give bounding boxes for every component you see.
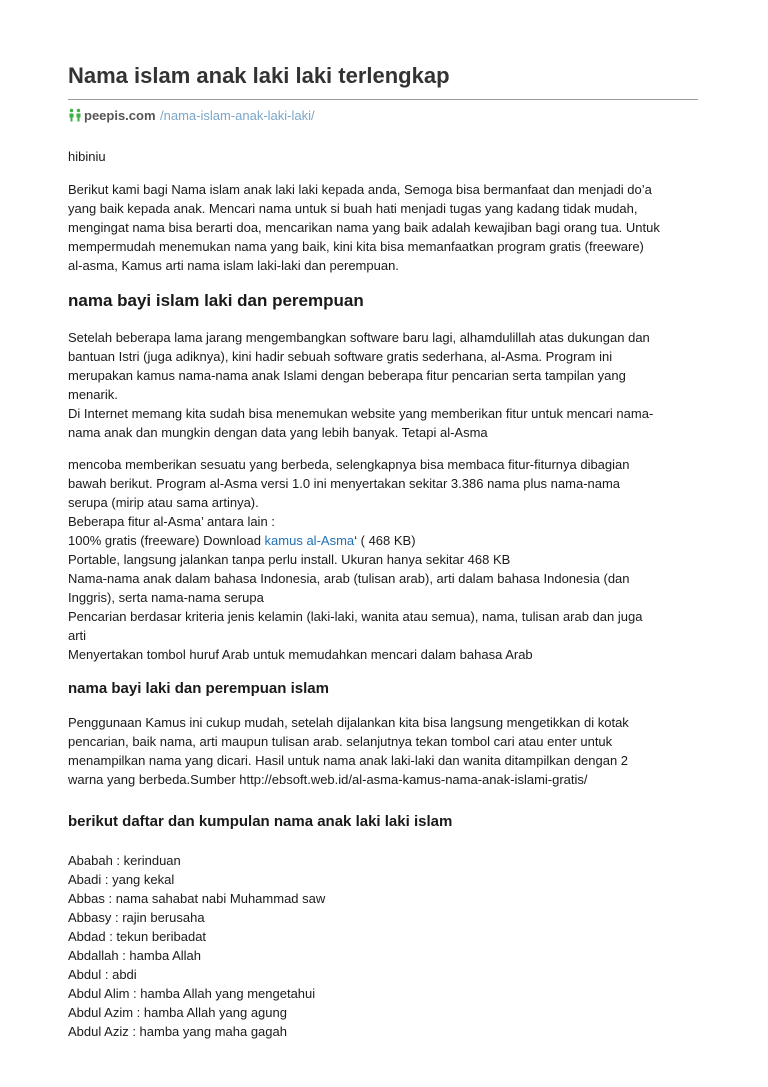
text-line: Menyertakan tombol huruf Arab untuk memudahkan mencari dalam bahasa Arab (68, 647, 533, 662)
names-list (68, 851, 700, 1041)
text-line: warna yang berbeda.Sumber http://ebsoft.web.id/al-asma-kamus-nama-anak-islami-gratis/ (68, 772, 588, 787)
text-line: mencoba memberikan sesuatu yang berbeda, selengkapnya bisa membaca fitur-fiturnya dibagian (68, 457, 630, 472)
intro-paragraph (68, 180, 700, 275)
text-line: Portable, langsung jalankan tanpa perlu install. Ukuran hanya sekitar 468 KB (68, 552, 511, 567)
list-item: Abdul Alim : hamba Allah yang mengetahui (68, 986, 316, 1001)
list-item: Abadi : yang kekal (68, 872, 175, 887)
text-line: pencarian, baik nama, arti maupun tulisan arab. selanjutnya tekan tombol cari atau enter untuk (68, 734, 613, 749)
section1-paragraph-2 (68, 455, 700, 664)
text-line: merupakan kamus nama-nama anak Islami dengan beberapa fitur pencarian serta tampilan yang (68, 368, 626, 383)
list-item: Abdallah : hamba Allah (68, 948, 201, 963)
list-item: Ababah : kerinduan (68, 853, 181, 868)
source-domain-link[interactable]: peepis.com (84, 108, 156, 123)
list-item: Abdul Aziz : hamba yang maha gagah (68, 1024, 287, 1039)
text-line: bawah berikut. Program al-Asma versi 1.0 ini menyertakan sekitar 3.386 nama plus nama-nama (68, 476, 621, 491)
text-line: menarik. (68, 387, 118, 402)
page-title: Nama islam anak laki laki terlengkap (68, 63, 450, 88)
title-divider (68, 99, 698, 100)
text-line: bantuan Istri (juga adiknya), kini hadir sebuah software gratis sederhana, al-Asma. Program ini (68, 349, 613, 364)
kamus-al-asma-link[interactable]: kamus al-Asma (264, 533, 355, 548)
text-line: Beberapa fitur al-Asma’ antara lain : (68, 514, 275, 529)
text-line: Nama-nama anak dalam bahasa Indonesia, arab (tulisan arab), arti dalam bahasa Indonesia (dan (68, 571, 630, 586)
text-line: Inggris), serta nama-nama serupa (68, 590, 264, 605)
section-heading: berikut daftar dan kumpulan nama anak laki laki islam (68, 813, 453, 830)
text-line: serupa (mirip atau sama artinya). (68, 495, 259, 510)
section2-paragraph (68, 713, 700, 789)
text-line: menampilkan nama yang dicari. Hasil untuk nama anak laki-laki dan wanita ditampilkan dengan 2 (68, 753, 629, 768)
list-item: Abbas : nama sahabat nabi Muhammad saw (68, 891, 326, 906)
download-text: 100% gratis (freeware) Download (68, 533, 265, 548)
text-line: Pencarian berdasar kriteria jenis kelamin (laki-laki, wanita atau semua), nama, tulisan arab dan juga (68, 609, 643, 624)
download-line (68, 531, 700, 550)
text-line: yang baik kepada anak. Mencari nama untuk si buah hati menjadi tugas yang kadang tidak mudah, (68, 201, 638, 216)
source-path-link[interactable]: /nama-islam-anak-laki-laki/ (160, 108, 315, 123)
list-item: Abbasy : rajin berusaha (68, 910, 205, 925)
author-name: hibiniu (68, 149, 106, 164)
text-line: mengingat nama bisa berarti doa, mencarikan nama yang baik adalah kewajiban bagi orang tua. Untuk (68, 220, 660, 235)
section-heading: nama bayi islam laki dan perempuan (68, 291, 364, 310)
author-line (68, 147, 700, 166)
text-line: al-asma, Kamus arti nama islam laki-laki dan perempuan. (68, 258, 399, 273)
text-line: Berikut kami bagi Nama islam anak laki laki kepada anda, Semoga bisa bermanfaat dan menjadi do’a (68, 182, 652, 197)
list-item: Abdul : abdi (68, 967, 137, 982)
peepis-logo-icon (68, 108, 82, 122)
text-line: mempermudah menemukan nama yang baik, kini kita bisa memanfaatkan program gratis (freeware) (68, 239, 644, 254)
text-line: Di Internet memang kita sudah bisa menemukan website yang memberikan fitur untuk mencari nama- (68, 406, 654, 421)
list-item: Abdad : tekun beribadat (68, 929, 207, 944)
text-line: Setelah beberapa lama jarang mengembangkan software baru lagi, alhamdulillah atas dukungan dan (68, 330, 650, 345)
section-heading: nama bayi laki dan perempuan islam (68, 680, 329, 697)
section1-paragraph-1 (68, 328, 700, 442)
text-line: Penggunaan Kamus ini cukup mudah, setelah dijalankan kita bisa langsung mengetikkan di kotak (68, 715, 629, 730)
download-size: ‘ ( 468 KB) (354, 533, 416, 548)
text-line: arti (68, 628, 87, 643)
text-line: nama anak dan mungkin dengan data yang lebih banyak. Tetapi al-Asma (68, 425, 488, 440)
list-item: Abdul Azim : hamba Allah yang agung (68, 1005, 287, 1020)
